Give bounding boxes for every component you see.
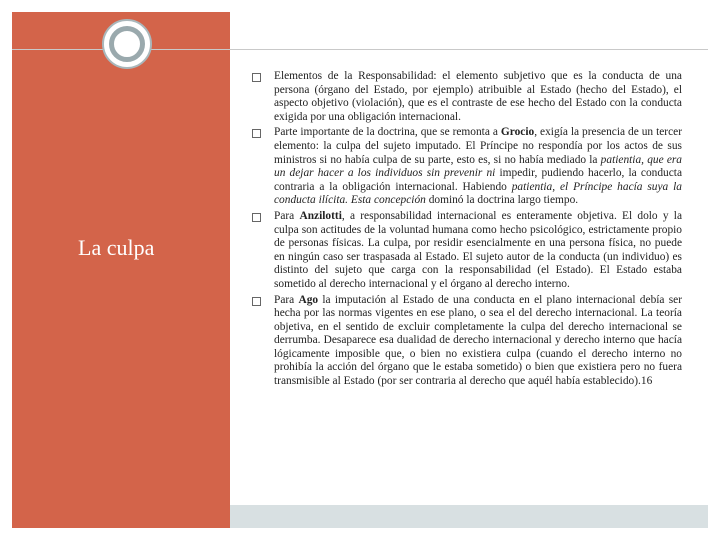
circle-ornament-inner	[109, 26, 145, 62]
author-name-ago: Ago	[298, 293, 319, 306]
square-bullet-icon	[252, 129, 261, 138]
bullet-text: Para Ago la imputación al Estado de una conducta en el plano internacional debía ser hecha por las normas vigentes en ese plano, o sea el del derecho internacional. La teoría objetiva, en el sentido de excluir completamente la culpa del derecho internacional se derrumba. Desaparece esa dualidad de derecho internacional y derecho interno que hacía lógicamente imposible que, o bien no existiera culpa (cuando el derecho interno no prohibía la acción del órgano que le estaba sometido) o bien que existiera pero no fuera transmisible al Estado (por ser contraria al derecho que aquél había establecido).16	[274, 293, 683, 388]
square-bullet-icon	[252, 73, 261, 82]
bullet-text: Elementos de la Responsabilidad: el elemento subjetivo que es la conducta de una persona (órgano del Estado, por ejemplo) atribuible al Estado (hecho del Estado), el aspecto objetivo (violación), que es el contraste de ese hecho del Estado con la conducta exigida por una obligación internacional.	[274, 70, 682, 123]
author-name-anzilotti: Anzilotti	[299, 209, 342, 222]
circle-ornament-icon	[102, 19, 152, 69]
bullet-item	[250, 70, 682, 124]
square-bullet-icon	[252, 297, 261, 306]
author-name-grocio: Grocio	[500, 126, 535, 139]
bullet-item	[250, 294, 682, 389]
side-panel	[12, 12, 230, 528]
square-bullet-icon	[252, 213, 261, 222]
bullet-item	[250, 210, 682, 292]
slide-title: La culpa	[78, 235, 155, 260]
bullet-text: Para Anzilotti, a responsabilidad internacional es enteramente objetiva. El dolo y la culpa son actitudes de la voluntad humana como hecho psicológico, estrictamente propio de personas físicas. La culpa, por residir esencialmente en una persona física, no puede en ningún caso ser traspasada al Estado. El sujeto autor de la conducta (un individuo) es distinto del sujeto que carga con la responsabilidad (el Estado). El Estado estaba sometido al derecho internacional y el órgano al derecho interno.	[274, 209, 683, 290]
bullet-text: Parte importante de la doctrina, que se remonta a Grocio, exigía la presencia de un tercer elemento: la culpa del sujeto imputado. El Príncipe no respondía por los actos de sus ministros si no había culpa de su parte, esto es, si no había mediado la patientia, que era un dejar hacer a los individuos sin prevenir ni impedir, pudiendo hacerlo, la conducta contraria a la obligación internacional. Habiendo patientia, el Príncipe hacía suya la conducta ilícita. Esta concepción dominó la doctrina largo tiempo.	[274, 126, 683, 207]
content-area	[250, 70, 682, 391]
bullet-item	[250, 126, 682, 208]
side-panel-bottom	[12, 505, 230, 528]
